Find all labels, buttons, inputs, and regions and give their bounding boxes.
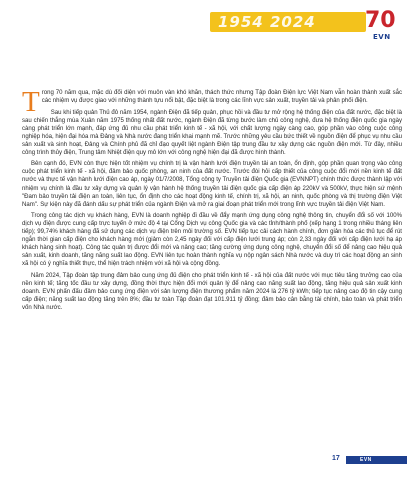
anniversary-banner xyxy=(210,12,366,32)
article-paragraph-5: Năm 2024, Tập đoàn tập trung đảm bảo cung ứng đủ điện cho phát triển kinh tế - xã hội của đất nước với mục tiêu tăng trưởng cao của nền kinh tế; tăng tốc đầu tư xây dựng, đồng thời thực hiện đổi mới quản lý để nâng cao năng suất lao động, tăng hiệu quả sản xuất kinh doanh. EVN phấn đấu đảm bảo cung ứng điện với sản lượng điện thương phẩm năm 2024 là 276 tỷ kWh; tiếp tục nâng cao độ tin cậy cung cấp điện; năng suất lao động tăng trên 8%; đầu tư toàn Tập đoàn đạt 101.911 tỷ đồng; đảm bảo cân bằng tài chính, bảo toàn và phát triển vốn Nhà nước. xyxy=(22,272,402,312)
anniversary-years: 1954 2024 xyxy=(218,13,316,31)
logo-text: EVN xyxy=(373,33,391,41)
article-paragraph-1 xyxy=(22,86,402,118)
article-paragraph-4: Trong công tác dịch vụ khách hàng, EVN là doanh nghiệp đi đầu về đẩy mạnh ứng dụng công nghệ thông tin, chuyển đổi số với 100% dịch vụ điện được cung cấp trực tuyến ở mức độ 4 tại Cổng Dịch vụ công Quốc gia và các tỉnh/thành phố (xếp hạng 1 trong nhiều tháng liên tiếp); 99,74% khách hàng đã sử dụng các dịch vụ điện trên môi trường số. EVN tiếp tục cải cách hành chính, đơn giản hóa các thủ tục để rút ngắn thời gian cấp điện cho khách hàng mới (giảm còn 2,45 ngày đối với cấp điện lưới trung áp; còn 2,33 ngày đối với cấp điện lưới hạ áp khách hàng sinh hoạt). Công tác quản trị được đổi mới và nâng cao; tăng cường ứng dụng công nghệ, chuyển đổi số để nâng cao hiệu quả sản xuất, kinh doanh, tăng năng suất lao động. EVN liên tục hoàn thành nghĩa vụ nộp ngân sách Nhà nước và duy trì các hoạt động an sinh xã hội có ý nghĩa thiết thực, thể hiện trách nhiệm với xã hội và cộng đồng. xyxy=(22,213,402,268)
footer-label: EVN xyxy=(360,457,372,463)
article-body xyxy=(22,86,402,316)
footer-bar xyxy=(346,456,407,464)
page-number: 17 xyxy=(332,455,340,462)
page-footer xyxy=(0,452,407,480)
article-paragraph-3: Bên cạnh đó, EVN còn thực hiện tốt nhiệm vụ chính trị là vận hành lưới điện truyền tải an toàn, ổn định, góp phần quan trọng vào công cuộc phát triển kinh tế - xã hội, đảm bảo quốc phòng, an ninh của đất nước. Trước đòi hỏi cấp thiết của công cuộc đổi mới nền kinh tế đất nước và thực tế vận hành lưới điện cao áp, ngày 01/7/2008, Tổng công ty Truyền tải điện Quốc gia (EVNNPT) chính thức được thành lập với nhiệm vụ chính là đầu tư xây dựng và quản lý vận hành hệ thống truyền tải điện quốc gia cấp điện áp 220kV và 500kV, thực hiện sứ mệnh "Đam bảo truyền tải điện an toàn, liên tục, ổn định cho các hoạt động kinh tế, chính trị, xã hội, an ninh, quốc phòng và thị trường điện Việt Nam". Sự kiện này đã đánh dấu sự phát triển của ngành Điện và mở ra giai đoạn phát triển mới trong lĩnh vực truyền tải điện Việt Nam. xyxy=(22,161,402,208)
drop-cap: T xyxy=(22,86,40,118)
evn-70-logo xyxy=(364,8,400,42)
logo-number: 70 xyxy=(365,8,396,33)
paragraph-1-text: rong 70 năm qua, mặc dù đối diện với muôn vàn khó khăn, thách thức nhưng Tập đoàn Điện lực Việt Nam vẫn hoàn thành xuất sắc các nhiệm vụ được giao với những thành tựu nổi bật, đặc biệt là trong các lĩnh vực sản xuất, truyền tải và phân phối điện. xyxy=(41,90,402,105)
page-header xyxy=(0,0,407,46)
article-paragraph-2: Sau khi tiếp quản Thủ đô năm 1954, ngành Điện đã tiếp quản, phục hồi và đầu tư mở rộng hệ thống điện của đất nước, đặc biệt là sau chiến thắng mùa Xuân năm 1975 thống nhất đất nước, ngành Điện đã từng bước làm chủ công nghệ, đưa hệ thống điện quốc gia ngày càng phát triển lớn mạnh, đáp ứng đủ nhu cầu phát triển kinh tế - xã hội, với chất lượng ngày càng cao, góp phần vào công cuộc công nghiệp hóa, hiện đại hóa mà Đảng và Nhà nước đang triển khai mạnh mẽ. Trước những yêu cầu bức thiết về nguồn điện để phục vụ nhu cầu sản xuất và sinh hoạt, Đảng và Chính phủ đã chỉ đạo quyết liệt ngành Điện tập trung đầu tư xây dựng các nguồn điện mới. Từ đây, nhiều công trình thủy điện, Trung tâm Nhiệt điện quy mô lớn với công nghệ hiện đại đã được hình thành. xyxy=(22,109,402,156)
